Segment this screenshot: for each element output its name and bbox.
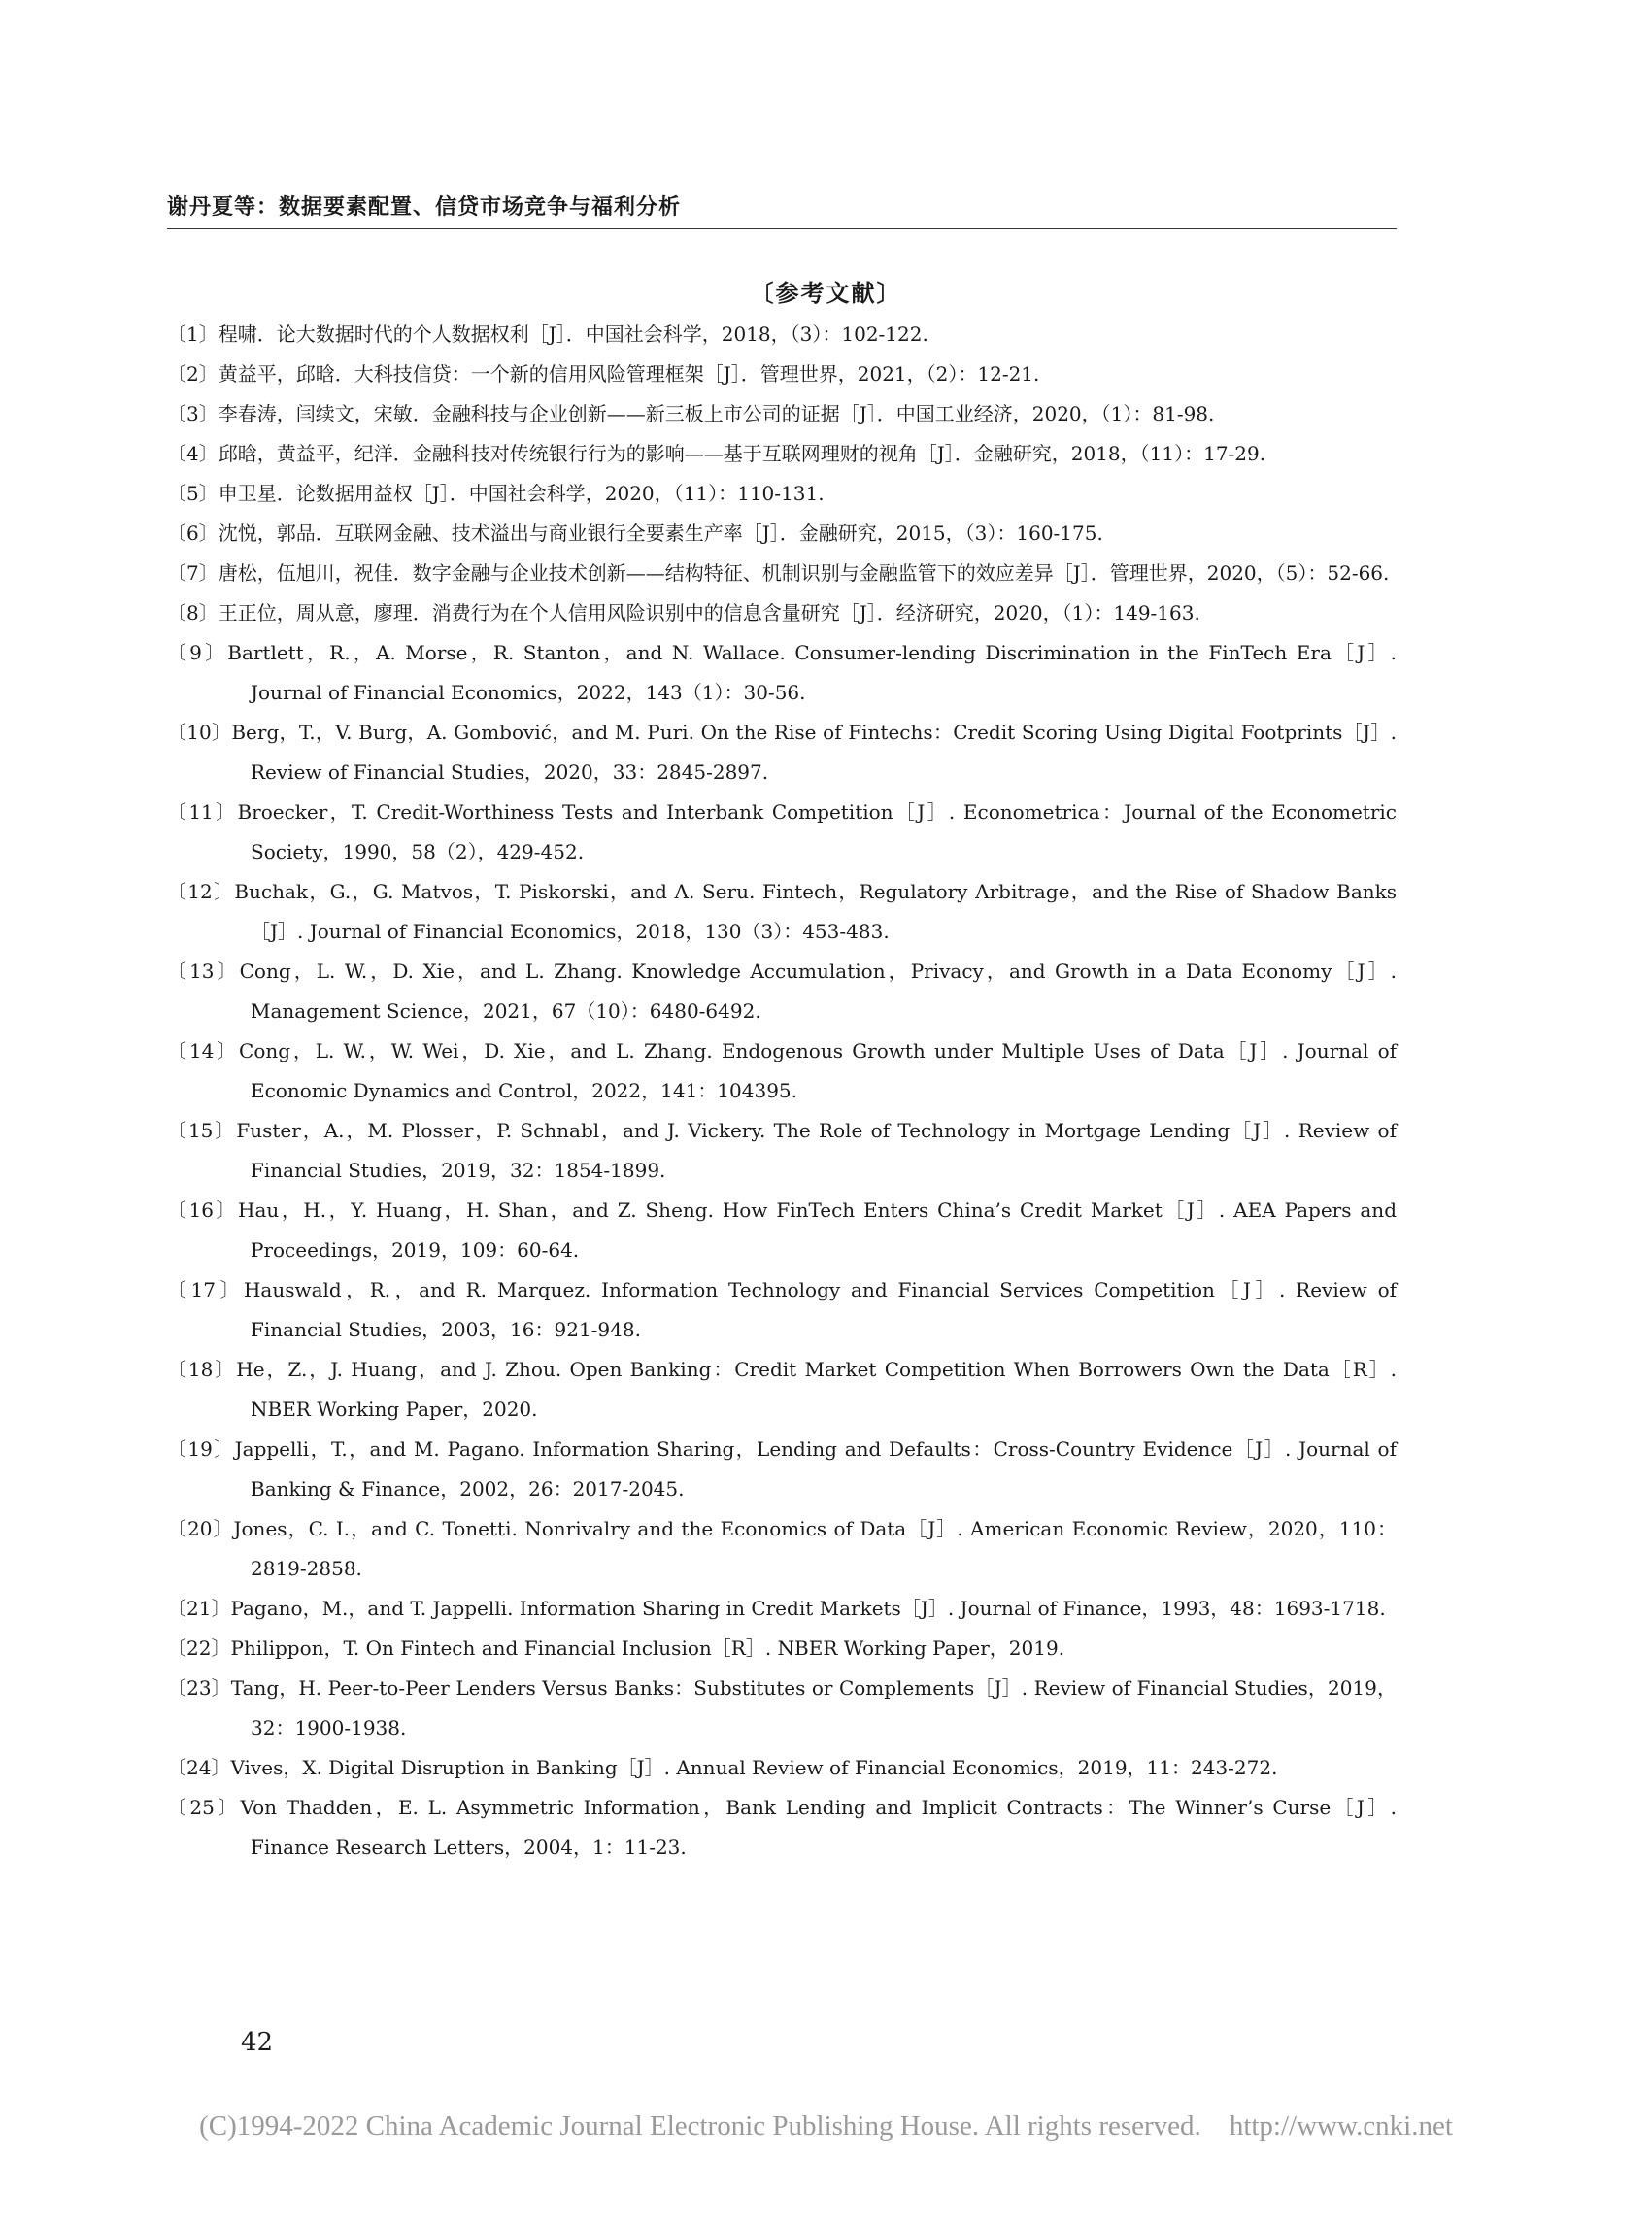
reference-item bbox=[167, 315, 1397, 354]
reference-number: 〔1〕 bbox=[167, 322, 219, 346]
reference-item bbox=[167, 1748, 1397, 1788]
reference-item bbox=[167, 394, 1397, 434]
reference-number: 〔24〕 bbox=[167, 1756, 231, 1779]
reference-item bbox=[167, 434, 1397, 474]
reference-text: 王正位，周从意，廖理．消费行为在个人信用风险识别中的信息含量研究［J］．经济研究，2020，（1）：149-163. bbox=[218, 601, 1200, 624]
reference-item bbox=[167, 1270, 1397, 1350]
reference-text: Buchak，G.，G. Matvos，T. Piskorski，and A. Seru. Fintech，Regulatory Arbitrage，and the Rise of Shadow Banks［J］. Journal of Financial Economics，2018，130（3）：453-483. bbox=[234, 880, 1398, 943]
reference-number: 〔25〕 bbox=[167, 1796, 241, 1819]
reference-item bbox=[167, 633, 1397, 713]
reference-number: 〔3〕 bbox=[167, 402, 219, 425]
reference-item bbox=[167, 1350, 1397, 1430]
reference-text: Pagano，M.，and T. Jappelli. Information Sharing in Credit Markets［J］. Journal of Finance，1993，48：1693-1718. bbox=[230, 1597, 1386, 1620]
running-header: 谢丹夏等：数据要素配置、信贷市场竞争与福利分析 bbox=[167, 195, 682, 219]
page-number: 42 bbox=[241, 2028, 274, 2057]
reference-number: 〔7〕 bbox=[167, 561, 219, 585]
footer-url[interactable]: http://www.cnki.net bbox=[1229, 2110, 1453, 2142]
reference-text: Cong，L. W.，D. Xie，and L. Zhang. Knowledge Accumulation，Privacy，and Growth in a Data Economy［J］. Management Science，2021，67（10）：6480-6492. bbox=[239, 960, 1397, 1023]
reference-item bbox=[167, 1031, 1397, 1111]
reference-number: 〔14〕 bbox=[167, 1039, 240, 1062]
reference-item bbox=[167, 1669, 1397, 1748]
reference-item bbox=[167, 793, 1397, 872]
reference-text: 程啸．论大数据时代的个人数据权利［J］．中国社会科学，2018，（3）：102-122. bbox=[218, 322, 928, 346]
reference-text: Vives，X. Digital Disruption in Banking［J］. Annual Review of Financial Economics，2019，11：243-272. bbox=[230, 1756, 1278, 1779]
reference-text: 李春涛，闫续文，宋敏．金融科技与企业创新——新三板上市公司的证据［J］．中国工业经济，2020，（1）：81-98. bbox=[218, 402, 1215, 425]
reference-number: 〔2〕 bbox=[167, 362, 219, 386]
reference-number: 〔5〕 bbox=[167, 482, 219, 505]
reference-number: 〔22〕 bbox=[167, 1636, 231, 1660]
reference-item bbox=[167, 1589, 1397, 1629]
reference-item bbox=[167, 514, 1397, 554]
reference-number: 〔9〕 bbox=[167, 641, 228, 664]
reference-text: 申卫星．论数据用益权［J］．中国社会科学，2020，（11）：110-131. bbox=[218, 482, 825, 505]
reference-number: 〔15〕 bbox=[167, 1119, 237, 1142]
reference-number: 〔13〕 bbox=[167, 960, 240, 983]
reference-item bbox=[167, 1430, 1397, 1509]
header-rule bbox=[167, 228, 1397, 229]
reference-number: 〔16〕 bbox=[167, 1198, 239, 1222]
reference-text: Bartlett，R.，A. Morse，R. Stanton，and N. Wallace. Consumer-lending Discrimination in the FinTech Era［J］. Journal of Financial Economics，2022，143（1）：30-56. bbox=[227, 641, 1397, 704]
reference-text: He，Z.，J. Huang，and J. Zhou. Open Banking：Credit Market Competition When Borrowers Own the Data［R］. NBER Working Paper，2020. bbox=[236, 1358, 1397, 1421]
reference-item bbox=[167, 593, 1397, 633]
reference-number: 〔18〕 bbox=[167, 1358, 237, 1381]
reference-item bbox=[167, 1509, 1397, 1589]
reference-item bbox=[167, 1111, 1397, 1191]
reference-item bbox=[167, 1629, 1397, 1669]
reference-number: 〔12〕 bbox=[167, 880, 235, 903]
references-title: 〔参考文献〕 bbox=[750, 280, 902, 307]
reference-item bbox=[167, 1788, 1397, 1868]
reference-number: 〔21〕 bbox=[167, 1597, 231, 1620]
reference-text: Berg，T.，V. Burg，A. Gombović，and M. Puri. On the Rise of Fintechs：Credit Scoring Using Digital Footprints［J］. Review of Financial Studies，2020，33：2845-2897. bbox=[231, 721, 1397, 784]
reference-text: Broecker，T. Credit-Worthiness Tests and Interbank Competition［J］. Econometrica：Journal of the Econometric Society，1990，58（2），429-452. bbox=[237, 800, 1397, 863]
reference-number: 〔4〕 bbox=[167, 442, 219, 465]
reference-text: 黄益平，邱晗．大科技信贷：一个新的信用风险管理框架［J］．管理世界，2021，（2）：12-21. bbox=[218, 362, 1040, 386]
reference-list bbox=[167, 315, 1397, 1868]
copyright-text: (C)1994-2022 China Academic Journal Electronic Publishing House. All rights reserved. bbox=[199, 2110, 1201, 2142]
reference-number: 〔23〕 bbox=[167, 1676, 231, 1700]
reference-number: 〔20〕 bbox=[167, 1517, 234, 1540]
reference-text: 沈悦，郭品．互联网金融、技术溢出与商业银行全要素生产率［J］．金融研究，2015，（3）：160-175. bbox=[218, 522, 1103, 545]
reference-text: Hauswald，R.，and R. Marquez. Information Technology and Financial Services Competition［J］. Review of Financial Studies，2003，16：921-948. bbox=[243, 1278, 1398, 1341]
reference-number: 〔10〕 bbox=[167, 721, 232, 744]
reference-number: 〔6〕 bbox=[167, 522, 219, 545]
reference-number: 〔8〕 bbox=[167, 601, 219, 624]
reference-text: Hau，H.，Y. Huang，H. Shan，and Z. Sheng. How FinTech Enters China’s Credit Market［J］. AEA Papers and Proceedings，2019，109：60-64. bbox=[238, 1198, 1397, 1262]
reference-text: 唐松，伍旭川，祝佳．数字金融与企业技术创新——结构特征、机制识别与金融监管下的效应差异［J］．管理世界，2020，（5）：52-66. bbox=[218, 561, 1390, 585]
reference-text: Tang，H. Peer-to-Peer Lenders Versus Banks：Substitutes or Complements［J］. Review of Financial Studies，2019，32：1900-1938. bbox=[230, 1676, 1397, 1739]
reference-item bbox=[167, 1191, 1397, 1270]
reference-text: Jappelli，T.，and M. Pagano. Information Sharing，Lending and Defaults：Cross-Country Evidence［J］. Journal of Banking & Finance，2002，26：2017-2045. bbox=[234, 1437, 1397, 1501]
reference-text: Von Thadden，E. L. Asymmetric Information，Bank Lending and Implicit Contracts：The Winner’s Curse［J］. Finance Research Letters，2004，1：11-23. bbox=[240, 1796, 1397, 1859]
reference-item bbox=[167, 474, 1397, 514]
reference-number: 〔19〕 bbox=[167, 1437, 235, 1461]
copyright-footer bbox=[0, 2110, 1652, 2142]
reference-text: Jones，C. I.，and C. Tonetti. Nonrivalry and the Economics of Data［J］. American Economic Review，2020，110：2819-2858. bbox=[233, 1517, 1397, 1580]
reference-text: 邱晗，黄益平，纪洋．金融科技对传统银行行为的影响——基于互联网理财的视角［J］．金融研究，2018，（11）：17-29. bbox=[218, 442, 1266, 465]
reference-text: Cong，L. W.，W. Wei，D. Xie，and L. Zhang. Endogenous Growth under Multiple Uses of Data［J］. Journal of Economic Dynamics and Control，2022，141：104395. bbox=[239, 1039, 1398, 1102]
reference-item bbox=[167, 952, 1397, 1031]
reference-text: Fuster，A.，M. Plosser，P. Schnabl，and J. Vickery. The Role of Technology in Mortgage Lending［J］. Review of Financial Studies，2019，32：1854-1899. bbox=[236, 1119, 1397, 1182]
reference-item bbox=[167, 713, 1397, 793]
reference-item bbox=[167, 872, 1397, 952]
reference-number: 〔17〕 bbox=[167, 1278, 244, 1301]
reference-item bbox=[167, 354, 1397, 394]
reference-text: Philippon，T. On Fintech and Financial Inclusion［R］. NBER Working Paper，2019. bbox=[230, 1636, 1065, 1660]
reference-number: 〔11〕 bbox=[167, 800, 238, 824]
reference-item bbox=[167, 554, 1397, 593]
